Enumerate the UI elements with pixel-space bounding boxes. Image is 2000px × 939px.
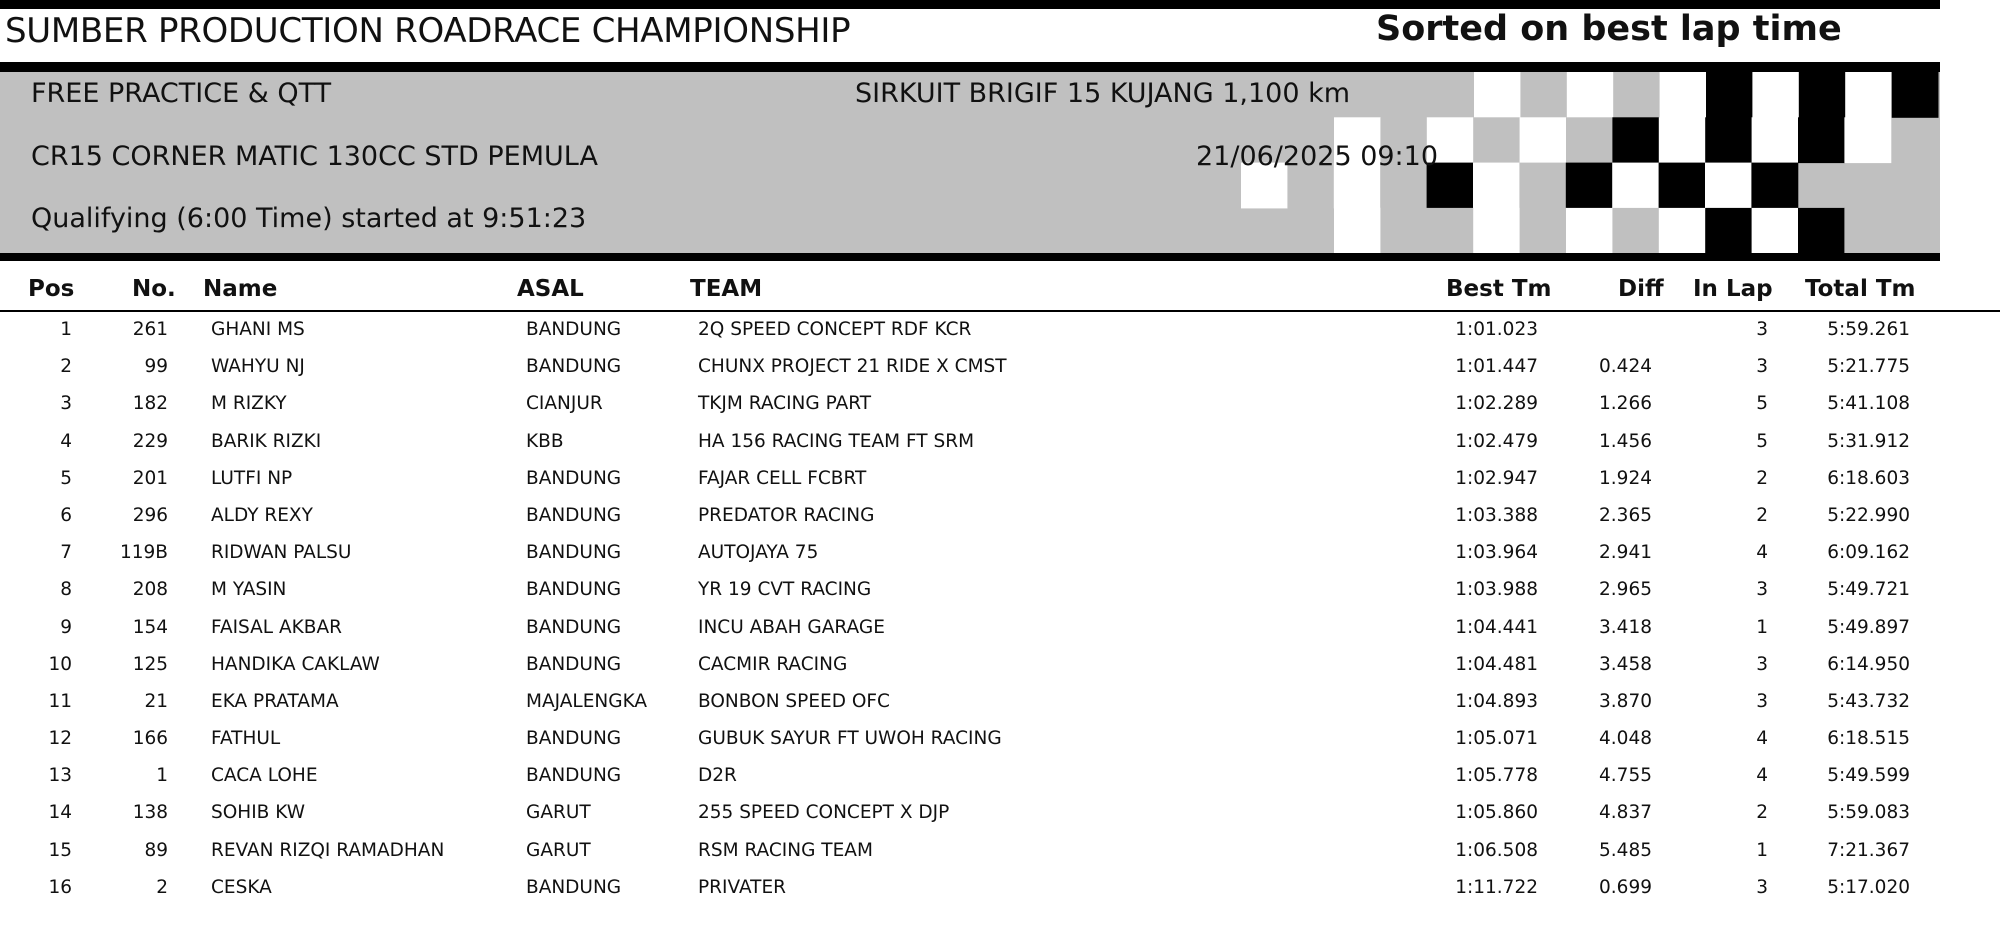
cell-no: 261: [132, 319, 168, 340]
cell-asal: CIANJUR: [526, 393, 603, 415]
table-row: [0, 574, 2000, 611]
flag-square: [1752, 117, 1799, 163]
cell-total: 5:21.775: [1827, 356, 1910, 378]
flag-square: [1380, 208, 1427, 253]
cell-pos: 9: [60, 616, 72, 638]
table-row: [0, 351, 2000, 388]
cell-best: 1:05.071: [1455, 728, 1538, 750]
cell-asal: BANDUNG: [526, 616, 622, 638]
flag-square: [1566, 163, 1613, 209]
cell-diff: 0.424: [1599, 356, 1652, 378]
flag-square: [1612, 163, 1659, 209]
cell-best: 1:02.289: [1455, 393, 1538, 415]
flag-square: [1660, 72, 1707, 118]
table-row: [0, 463, 2000, 500]
cell-lap: 3: [1756, 690, 1768, 712]
table-row: [0, 760, 2000, 797]
table-row: [0, 649, 2000, 686]
cell-team: D2R: [698, 765, 737, 787]
flag-square: [1612, 208, 1659, 253]
table-row: [0, 835, 2000, 872]
cell-asal: KBB: [526, 430, 564, 452]
cell-pos: 4: [60, 430, 72, 452]
results-table: [0, 314, 2000, 909]
cell-team: INCU ABAH GARAGE: [698, 616, 885, 638]
cell-name: LUTFI NP: [211, 467, 293, 489]
cell-no: 166: [132, 728, 168, 750]
cell-diff: 2.965: [1599, 579, 1652, 601]
cell-diff: 4.048: [1599, 728, 1652, 750]
circuit-name: SIRKUIT BRIGIF 15 KUJANG 1,100 km: [855, 78, 1351, 109]
cell-team: CACMIR RACING: [698, 653, 848, 675]
header-band: [0, 72, 1940, 253]
cell-diff: 3.870: [1599, 690, 1652, 712]
flag-square: [1519, 163, 1566, 209]
cell-team: CHUNX PROJECT 21 RIDE X CMST: [698, 356, 1007, 378]
table-row: [0, 686, 2000, 723]
cell-lap: 3: [1756, 319, 1768, 340]
page-title: SUMBER PRODUCTION ROADRACE CHAMPIONSHIP: [5, 11, 851, 51]
cell-pos: 12: [48, 728, 72, 750]
cell-total: 5:41.108: [1827, 393, 1910, 415]
cell-no: 296: [132, 504, 168, 526]
table-row: [0, 612, 2000, 649]
header-band-top-rule: [0, 62, 1940, 72]
cell-lap: 4: [1756, 728, 1768, 750]
flag-square: [1473, 117, 1520, 163]
cell-best: 1:05.860: [1455, 802, 1538, 824]
flag-square: [1798, 208, 1845, 253]
cell-no: 119B: [119, 542, 168, 564]
cell-name: SOHIB KW: [211, 802, 306, 824]
cell-total: 6:18.603: [1827, 467, 1910, 489]
flag-square: [1892, 72, 1939, 118]
cell-best: 1:02.947: [1455, 467, 1538, 489]
cell-name: FAISAL AKBAR: [211, 616, 342, 638]
cell-total: 5:49.897: [1827, 616, 1910, 638]
table-row: [0, 872, 2000, 909]
cell-asal: GARUT: [526, 839, 591, 861]
cell-no: 89: [144, 839, 168, 861]
cell-diff: 2.941: [1599, 542, 1652, 564]
cell-asal: BANDUNG: [526, 542, 622, 564]
flag-square: [1613, 72, 1660, 118]
cell-lap: 5: [1756, 430, 1768, 452]
cell-best: 1:06.508: [1455, 839, 1538, 861]
cell-pos: 13: [48, 765, 72, 787]
cell-total: 5:17.020: [1827, 876, 1910, 898]
cell-no: 208: [132, 579, 168, 601]
col-team: TEAM: [690, 276, 763, 302]
cell-asal: BANDUNG: [526, 876, 622, 898]
cell-pos: 6: [60, 504, 72, 526]
cell-best: 1:04.481: [1455, 653, 1538, 675]
table-row: [0, 388, 2000, 425]
cell-pos: 5: [60, 467, 72, 489]
cell-lap: 1: [1756, 616, 1768, 638]
table-header: [0, 270, 2000, 312]
cell-asal: BANDUNG: [526, 504, 622, 526]
table-row: [0, 426, 2000, 463]
cell-no: 21: [144, 690, 168, 712]
cell-team: GUBUK SAYUR FT UWOH RACING: [698, 728, 1002, 750]
cell-lap: 5: [1756, 393, 1768, 415]
cell-total: 5:49.721: [1827, 579, 1910, 601]
col-no: No.: [132, 276, 176, 302]
cell-pos: 14: [48, 802, 72, 824]
cell-asal: MAJALENGKA: [526, 690, 648, 712]
col-asal: ASAL: [517, 276, 584, 302]
cell-lap: 3: [1756, 876, 1768, 898]
col-pos: Pos: [28, 276, 75, 302]
cell-diff: 1.456: [1599, 430, 1652, 452]
flag-square: [1705, 117, 1752, 163]
cell-diff: 2.365: [1599, 504, 1652, 526]
cell-team: 2Q SPEED CONCEPT RDF KCR: [698, 319, 972, 340]
cell-diff: 4.837: [1599, 802, 1652, 824]
cell-name: RIDWAN PALSU: [211, 542, 352, 564]
cell-lap: 2: [1756, 467, 1768, 489]
cell-no: 138: [132, 802, 168, 824]
flag-square: [1659, 208, 1706, 253]
col-best: Best Tm: [1446, 276, 1552, 302]
cell-total: 5:31.912: [1827, 430, 1910, 452]
col-lap: In Lap: [1693, 276, 1773, 302]
cell-best: 1:04.893: [1455, 690, 1538, 712]
cell-no: 229: [132, 430, 168, 452]
session-name: FREE PRACTICE & QTT: [31, 78, 332, 109]
cell-lap: 3: [1756, 356, 1768, 378]
cell-diff: 5.485: [1599, 839, 1652, 861]
cell-team: HA 156 RACING TEAM FT SRM: [698, 430, 975, 452]
cell-total: 5:43.732: [1827, 690, 1910, 712]
flag-square: [1844, 117, 1891, 163]
cell-lap: 4: [1756, 765, 1768, 787]
cell-name: EKA PRATAMA: [211, 690, 339, 712]
flag-square: [1567, 72, 1614, 118]
table-row: [0, 314, 2000, 351]
cell-name: REVAN RIZQI RAMADHAN: [211, 839, 445, 861]
qualifying-info: Qualifying (6:00 Time) started at 9:51:23: [31, 203, 587, 234]
cell-team: FAJAR CELL FCBRT: [698, 467, 867, 489]
cell-no: 182: [132, 393, 168, 415]
cell-best: 1:03.988: [1455, 579, 1538, 601]
cell-lap: 1: [1756, 839, 1768, 861]
table-row: [0, 500, 2000, 537]
table-row: [0, 537, 2000, 574]
cell-diff: 3.418: [1599, 616, 1652, 638]
cell-asal: BANDUNG: [526, 319, 622, 340]
cell-total: 5:49.599: [1827, 765, 1910, 787]
cell-no: 154: [132, 616, 168, 638]
flag-square: [1845, 72, 1892, 118]
flag-square: [1520, 208, 1567, 253]
cell-pos: 1: [60, 319, 72, 340]
cell-no: 201: [132, 467, 168, 489]
flag-square: [1705, 208, 1752, 253]
flag-square: [1844, 208, 1891, 253]
flag-square: [1705, 163, 1752, 209]
cell-name: FATHUL: [211, 728, 281, 750]
flag-square: [1798, 117, 1845, 163]
cell-asal: GARUT: [526, 802, 591, 824]
flag-square: [1799, 72, 1846, 118]
flag-square: [1751, 163, 1798, 209]
cell-team: TKJM RACING PART: [698, 393, 872, 415]
flag-square: [1659, 117, 1706, 163]
flag-square: [1566, 208, 1613, 253]
cell-total: 7:21.367: [1827, 839, 1910, 861]
cell-lap: 3: [1756, 579, 1768, 601]
cell-pos: 8: [60, 579, 72, 601]
table-row: [0, 797, 2000, 834]
cell-lap: 4: [1756, 542, 1768, 564]
flag-square: [1473, 208, 1520, 253]
cell-team: BONBON SPEED OFC: [698, 690, 890, 712]
sort-label: Sorted on best lap time: [1376, 9, 1842, 49]
cell-asal: BANDUNG: [526, 728, 622, 750]
flag-square: [1612, 117, 1659, 163]
header-band-bottom-rule: [0, 253, 1940, 261]
cell-asal: BANDUNG: [526, 765, 622, 787]
cell-no: 1: [156, 765, 168, 787]
cell-pos: 11: [48, 690, 72, 712]
flag-square: [1474, 72, 1521, 118]
cell-team: 255 SPEED CONCEPT X DJP: [698, 802, 950, 824]
cell-best: 1:03.964: [1455, 542, 1538, 564]
col-diff: Diff: [1618, 276, 1664, 302]
cell-no: 125: [132, 653, 168, 675]
cell-best: 1:01.023: [1455, 319, 1538, 340]
flag-square: [1334, 208, 1381, 253]
cell-name: M RIZKY: [211, 393, 287, 415]
session-datetime: 21/06/2025 09:10: [1196, 141, 1439, 172]
table-row: [0, 723, 2000, 760]
cell-diff: 1.924: [1599, 467, 1652, 489]
cell-pos: 10: [48, 653, 72, 675]
cell-total: 5:59.083: [1827, 802, 1910, 824]
cell-pos: 3: [60, 393, 72, 415]
flag-square: [1752, 208, 1799, 253]
cell-pos: 16: [48, 876, 72, 898]
cell-name: BARIK RIZKI: [211, 430, 322, 452]
cell-total: 5:59.261: [1827, 319, 1910, 340]
cell-best: 1:02.479: [1455, 430, 1538, 452]
cell-diff: 0.699: [1599, 876, 1652, 898]
cell-pos: 2: [60, 356, 72, 378]
flag-square: [1473, 163, 1520, 209]
cell-best: 1:05.778: [1455, 765, 1538, 787]
cell-no: 99: [144, 356, 168, 378]
cell-name: M YASIN: [211, 579, 287, 601]
cell-pos: 15: [48, 839, 72, 861]
cell-asal: BANDUNG: [526, 653, 622, 675]
cell-name: WAHYU NJ: [211, 356, 305, 378]
cell-total: 6:18.515: [1827, 728, 1910, 750]
col-total: Total Tm: [1805, 276, 1916, 302]
cell-best: 1:04.441: [1455, 616, 1538, 638]
cell-pos: 7: [60, 542, 72, 564]
cell-name: CACA LOHE: [211, 765, 318, 787]
cell-name: ALDY REXY: [211, 504, 313, 526]
cell-team: PRIVATER: [698, 876, 787, 898]
flag-square: [1659, 163, 1706, 209]
flag-square: [1520, 117, 1567, 163]
cell-total: 6:09.162: [1827, 542, 1910, 564]
cell-diff: 1.266: [1599, 393, 1652, 415]
flag-square: [1427, 208, 1474, 253]
flag-square: [1752, 72, 1799, 118]
cell-diff: 4.755: [1599, 765, 1652, 787]
flag-square: [1706, 72, 1753, 118]
cell-diff: 3.458: [1599, 653, 1652, 675]
cell-name: GHANI MS: [211, 319, 305, 340]
cell-lap: 2: [1756, 802, 1768, 824]
cell-best: 1:11.722: [1455, 876, 1538, 898]
class-name: CR15 CORNER MATIC 130CC STD PEMULA: [31, 141, 598, 172]
cell-no: 2: [156, 876, 168, 898]
flag-square: [1520, 72, 1567, 118]
cell-asal: BANDUNG: [526, 467, 622, 489]
cell-team: RSM RACING TEAM: [698, 839, 873, 861]
cell-total: 5:22.990: [1827, 504, 1910, 526]
cell-name: HANDIKA CAKLAW: [211, 653, 380, 675]
cell-asal: BANDUNG: [526, 356, 622, 378]
cell-best: 1:01.447: [1455, 356, 1538, 378]
cell-team: YR 19 CVT RACING: [698, 579, 872, 601]
cell-name: CESKA: [211, 876, 272, 898]
cell-team: AUTOJAYA 75: [698, 542, 819, 564]
cell-lap: 3: [1756, 653, 1768, 675]
cell-total: 6:14.950: [1827, 653, 1910, 675]
cell-lap: 2: [1756, 504, 1768, 526]
cell-asal: BANDUNG: [526, 579, 622, 601]
cell-team: PREDATOR RACING: [698, 504, 875, 526]
col-name: Name: [203, 276, 278, 302]
flag-square: [1566, 117, 1613, 163]
cell-best: 1:03.388: [1455, 504, 1538, 526]
